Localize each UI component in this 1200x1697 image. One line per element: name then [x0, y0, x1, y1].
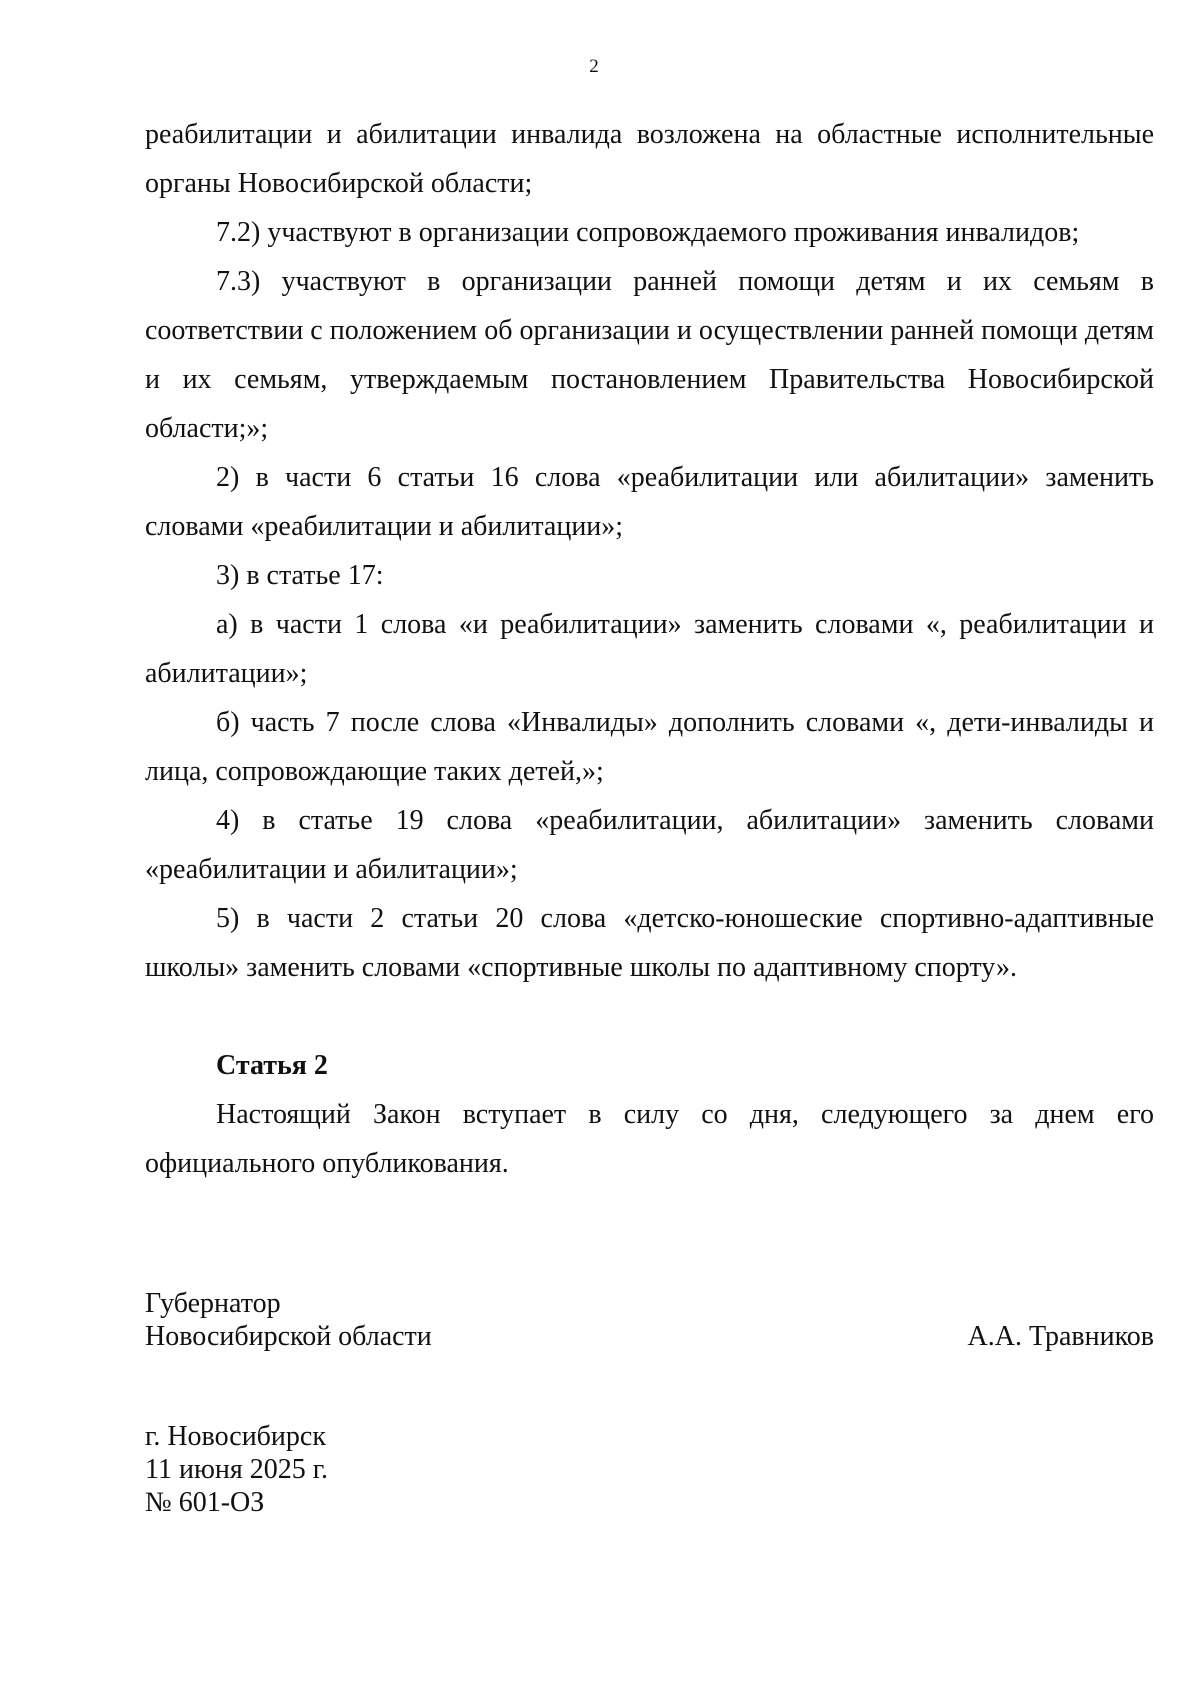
paragraph-item-3b: б) часть 7 после слова «Инвалиды» дополнить словами «, дети-инвалиды и лица, сопровождающие таких детей,»; — [145, 707, 1154, 787]
footer-date: 11 июня 2025 г. — [145, 1454, 329, 1485]
document-body — [145, 110, 1154, 1188]
signer-position-line1: Губернатор — [145, 1288, 281, 1319]
paragraph-item-7-2: 7.2) участвуют в организации сопровождаемого проживания инвалидов; — [216, 217, 1080, 248]
footer-law-number: № 601-ОЗ — [145, 1487, 265, 1518]
signature-block — [145, 1287, 1154, 1353]
signer-position-line2: Новосибирской области — [145, 1321, 432, 1352]
article-heading: Статья 2 — [216, 1050, 328, 1081]
paragraph-item-5: 5) в части 2 статьи 20 слова «детско-юношеские спортивно-адаптивные школы» заменить словами «спортивные школы по адаптивному спорту». — [145, 903, 1154, 983]
paragraph-item-4: 4) в статье 19 слова «реабилитации, абилитации» заменить словами «реабилитации и абилитации»; — [145, 805, 1154, 885]
paragraph-item-2: 2) в части 6 статьи 16 слова «реабилитации или абилитации» заменить словами «реабилитации и абилитации»; — [145, 462, 1154, 542]
signer-name: А.А. Травников — [967, 1321, 1154, 1352]
document-footer — [145, 1420, 328, 1519]
paragraph-continuation: реабилитации и абилитации инвалида возложена на областные исполнительные органы Новосибирской области; — [145, 119, 1154, 199]
paragraph-item-7-3: 7.3) участвуют в организации ранней помощи детям и их семьям в соответствии с положением об организации и осуществлении ранней помощи детям и их семьям, утверждаемым постановлением Правительства Новосибирской области;»; — [145, 266, 1154, 444]
paragraph-item-3a: а) в части 1 слова «и реабилитации» заменить словами «, реабилитации и абилитации»; — [145, 609, 1154, 689]
page-number: 2 — [589, 56, 599, 77]
signature-row — [145, 1320, 1154, 1353]
footer-city: г. Новосибирск — [145, 1421, 326, 1452]
paragraph-item-3: 3) в статье 17: — [216, 560, 384, 591]
article-text: Настоящий Закон вступает в силу со дня, следующего за днем его официального опубликования. — [145, 1099, 1154, 1179]
